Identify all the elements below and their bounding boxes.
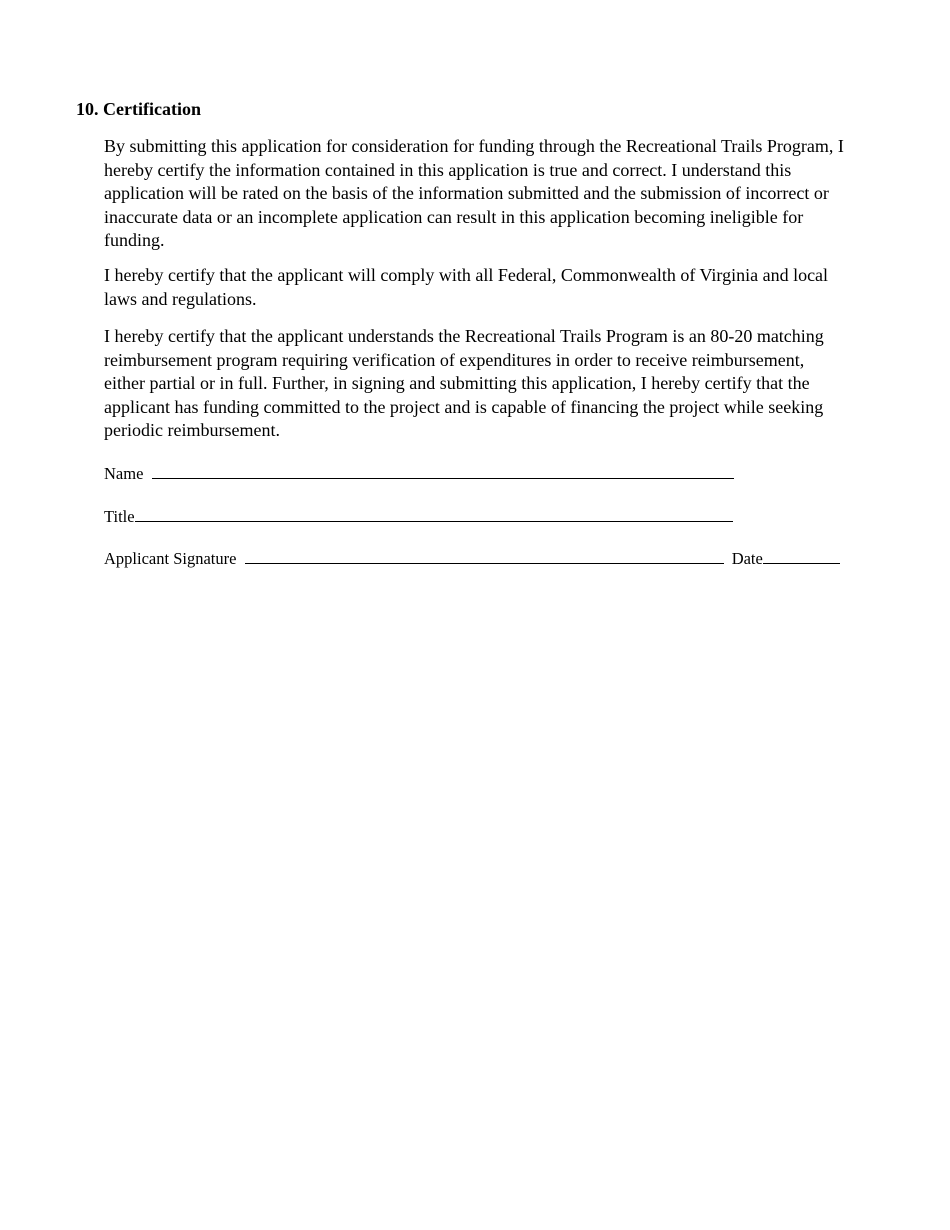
name-blank-line[interactable]: [152, 464, 734, 479]
section-heading: 10. Certification: [76, 99, 201, 119]
title-label: Title: [104, 507, 135, 526]
signature-blank-line[interactable]: [245, 549, 724, 564]
name-field-row: [104, 464, 734, 484]
certification-paragraph-reimbursement: I hereby certify that the applicant understands the Recreational Trails Program is an 80-20 matching reimbursement program requiring verification of expenditures in order to receive reimbursement, either partial or in full. Further, in signing and submitting this application, I hereby certify that the applicant has funding committed to the project and is capable of financing the project while seeking periodic reimbursement.: [104, 326, 824, 440]
name-label: Name: [104, 464, 144, 483]
title-blank-line[interactable]: [135, 507, 733, 522]
date-label: Date: [731, 549, 763, 568]
title-field-row: [104, 507, 733, 527]
signature-label: Applicant Signature: [104, 549, 237, 568]
certification-paragraph-funding: By submitting this application for consideration for funding through the Recreational Trails Program, I hereby certify the information contained in this application is true and correct. I understand this application will be rated on the basis of the information submitted and the submission of incorrect or inaccurate data or an incomplete application can result in this application becoming ineligible for funding.: [104, 136, 844, 250]
date-blank-line[interactable]: [763, 549, 840, 564]
certification-paragraph-compliance: I hereby certify that the applicant will comply with all Federal, Commonwealth of Virginia and local laws and regulations.: [104, 265, 829, 309]
signature-field-row: [104, 549, 840, 569]
